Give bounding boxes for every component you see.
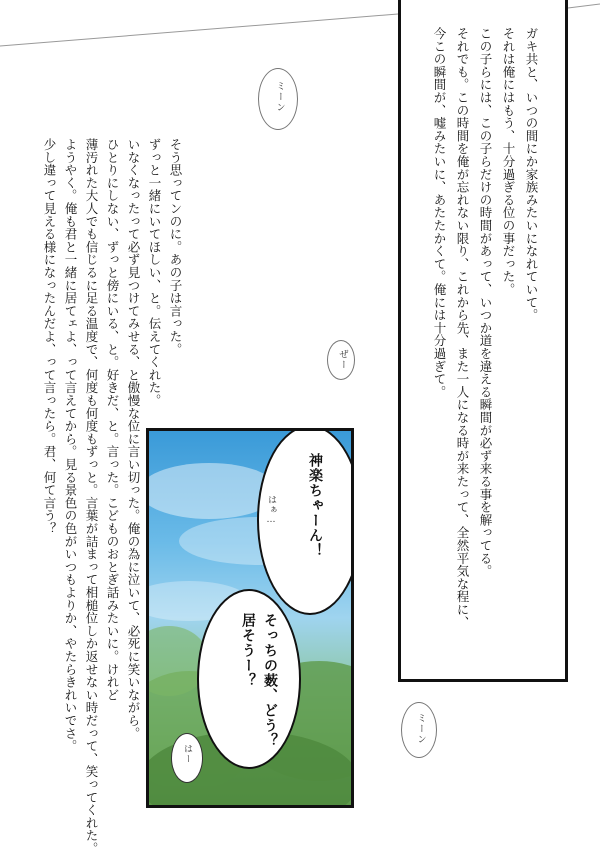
sfx-cicada-bottom: ミーン (415, 713, 426, 745)
speech-kagura: 神楽ちゃーん！ (307, 453, 323, 558)
sfx-cicada-top: ミーン (274, 81, 285, 113)
sfx-bubble-breath-small (171, 733, 203, 783)
speech-breath-small: はー (182, 744, 192, 764)
monologue-text: そう思ってンのに。あの子は言った。 ずっと一緒にいてほしい、と。伝えてくれた。 いなくなったって必ず見つけてみせる、と傲慢な位に言い切った。俺の為に泣いて、必死に笑いながら。 ひとりにしない、ずっと傍にいる、と。好きだ、と。言った。こどものおとぎ話みたいに。けれど 薄汚れた大人でも信じるに足る温度で、何度も何度もずっと。言葉が詰まって相槌位しか返せない時だって、笑ってくれた。 ようやく。俺も君と一緒に居てェよ、って言えてから。見る景色の色がいつもよりか、やたらきれいでさ。 少し違って見える様になったんだよ、って言ったら。君、何て言う？ (42, 138, 183, 855)
narration-text: ガキ共と、いつの間にか家族みたいになれていて。 それは俺にはもう、十分過ぎる位の事だった。 この子らには、この子らだけの時間があって、いつか道を違える瞬間が必ず来る事を解ってる。 それでも。この時間を俺が忘れない限り、これから先、また一人になる時が来たって、全然平気な程に、 今この瞬間が、嘘みたいに、あたたかくて。俺には十分過ぎて。 (432, 27, 539, 629)
sfx-breath: ぜー (337, 349, 348, 370)
speech-bubble-kagura (257, 428, 354, 615)
speech-bush: そっちの薮、どう？ 居そうー？ (240, 613, 278, 748)
sfx-bubble-breath (327, 340, 355, 380)
narration-box (398, 0, 568, 682)
sfx-bubble-cicada-bottom (401, 702, 437, 758)
speech-kagura-breath: はぁ… (266, 495, 276, 526)
speech-bubble-bush (197, 589, 301, 769)
scene-panel (146, 428, 354, 808)
sfx-bubble-cicada-top (258, 68, 298, 130)
